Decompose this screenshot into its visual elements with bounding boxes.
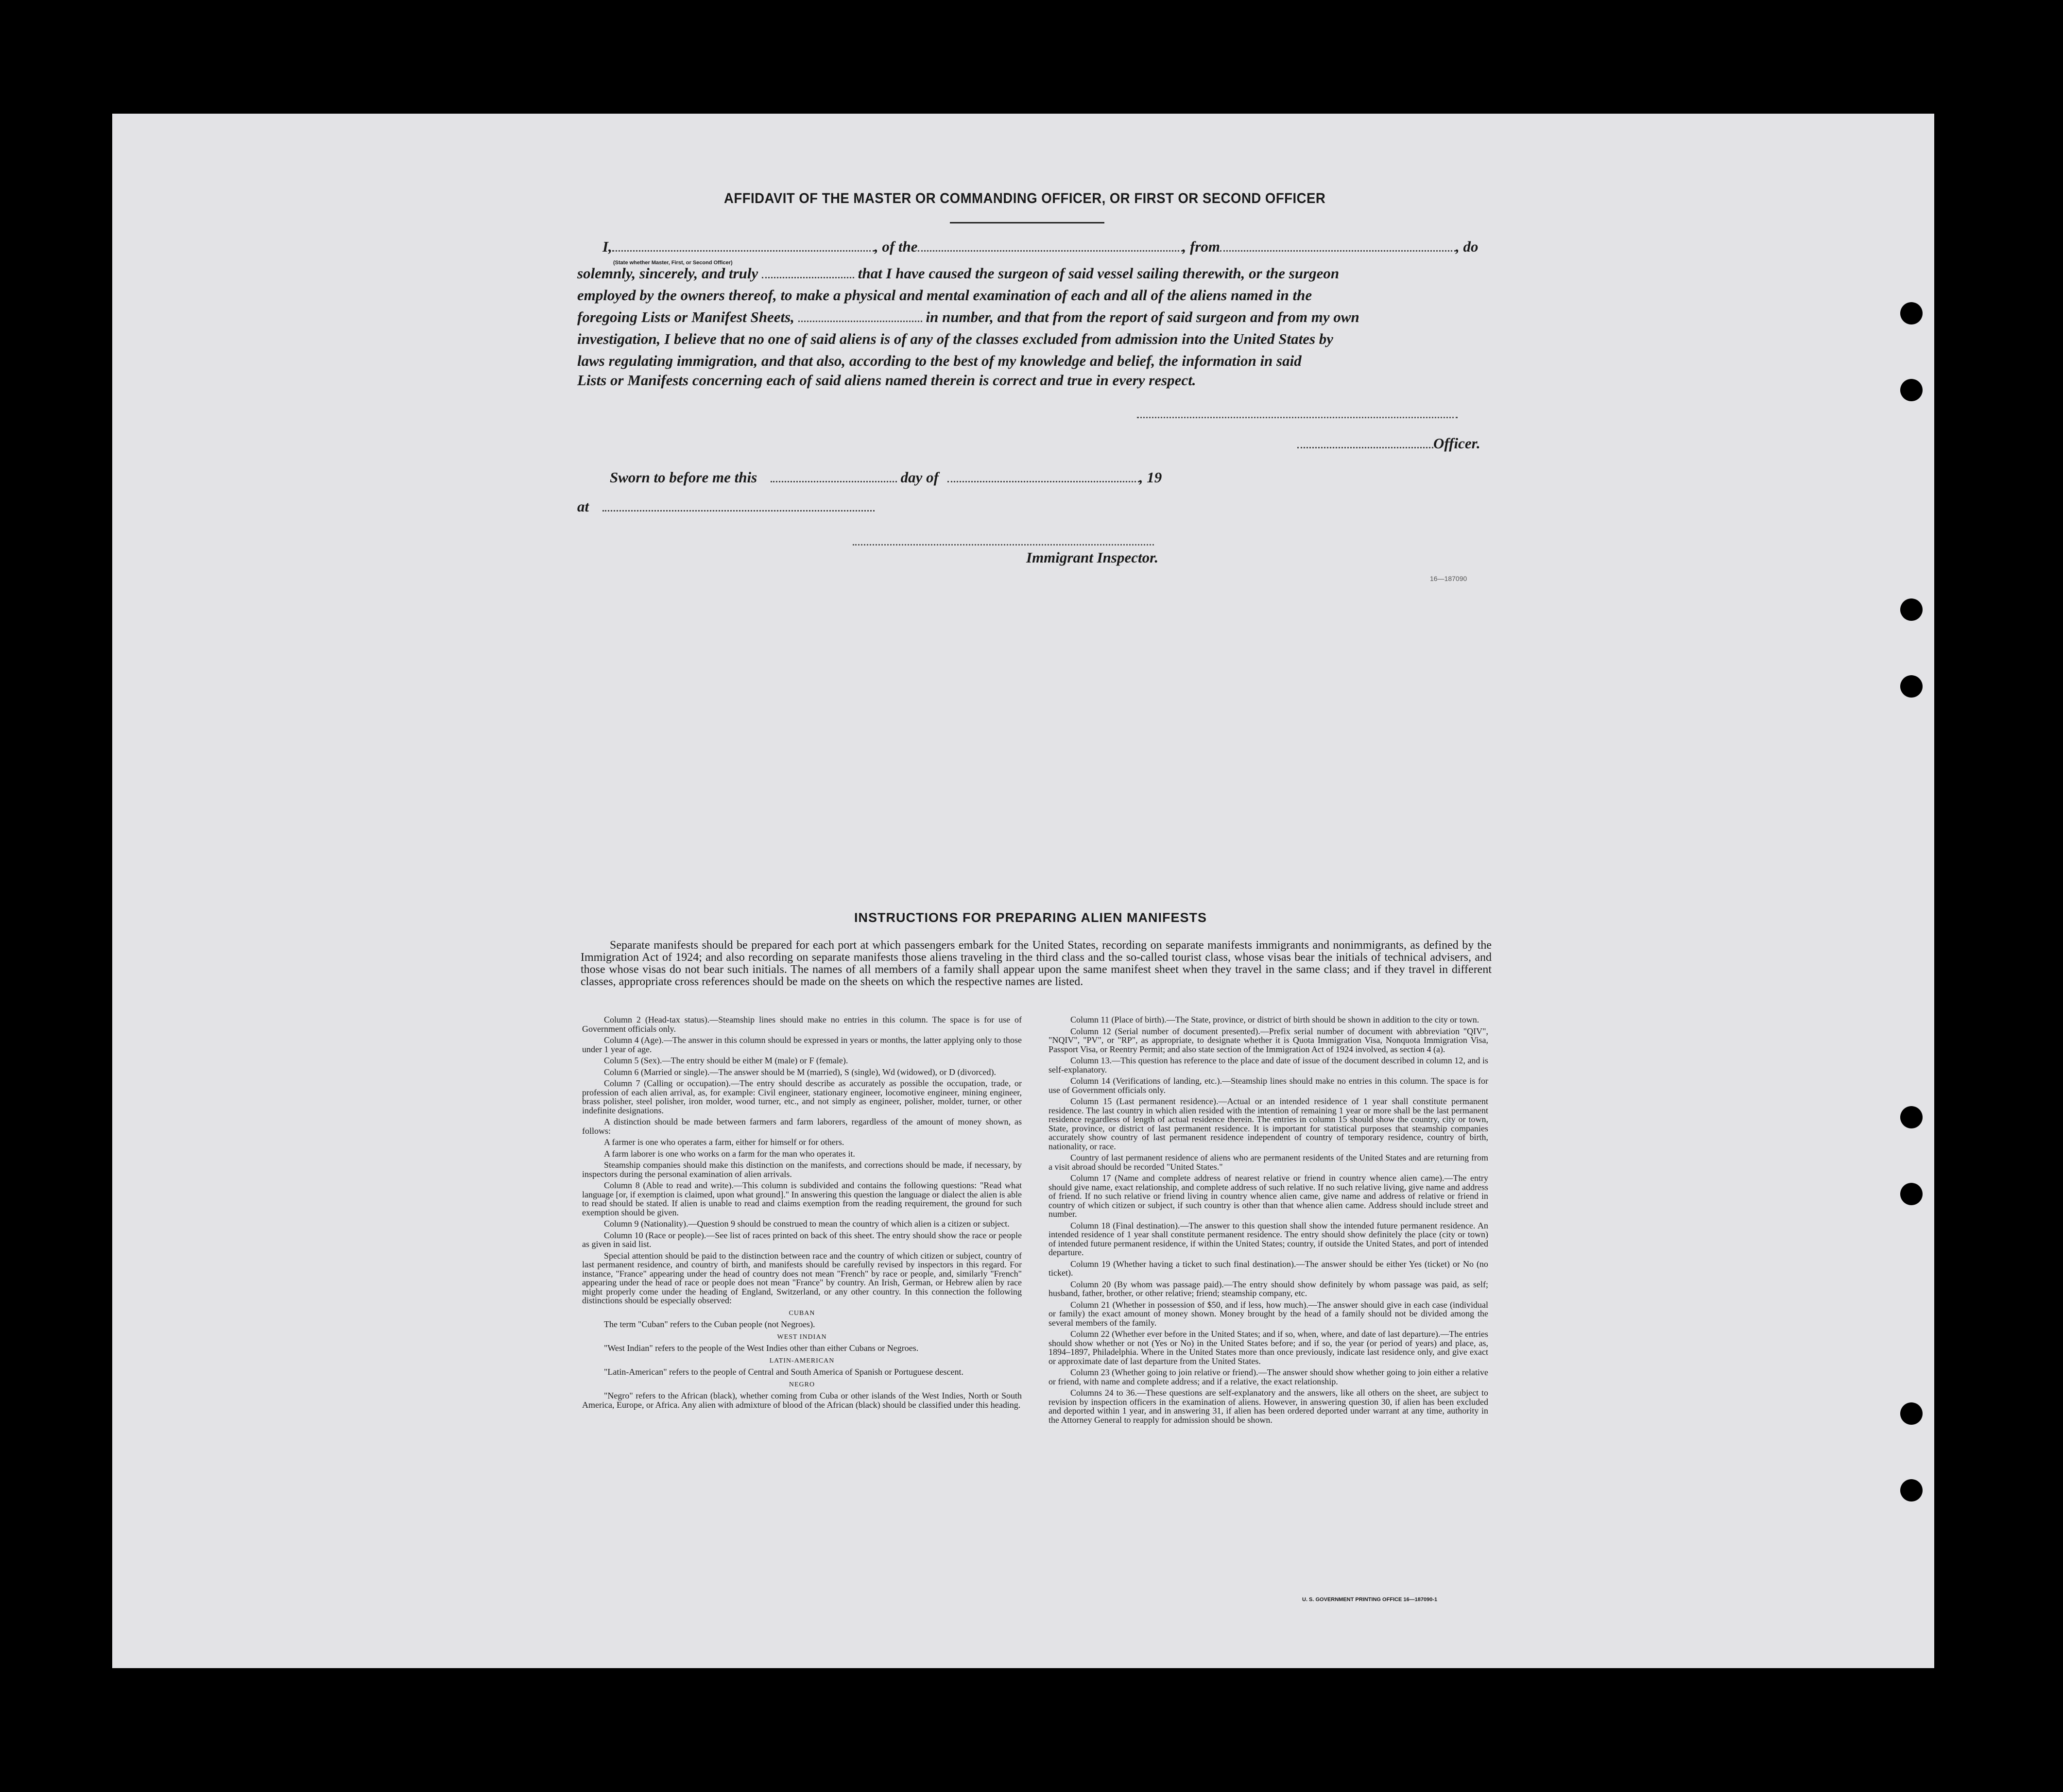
sworn-month-blank[interactable] [947, 471, 1139, 482]
text-foregoing: foregoing Lists or Manifest Sheets, [577, 308, 794, 325]
paragraph: Column 20 (By whom was passage paid).—The entry should show definitely by whom passage was paid, as self; husband, father, brother, or other relative; friend; steamship company, etc. [1049, 1279, 1488, 1298]
affidavit-line-3: employed by the owners thereof, to make a physical and mental examination of each and all of the aliens named in the [577, 287, 1312, 304]
at-text: at [577, 498, 589, 515]
paragraph: Column 6 (Married or single).—The answer should be M (married), S (single), Wd (widowed), or D (divorced). [604, 1067, 996, 1077]
text-i: I, [602, 238, 612, 255]
paragraph: Column 17 (Name and complete address of nearest relative or friend in country whence alien came).—The entry should give name, exact relationship, and complete address of such relative. If no such relative living, give name and address of friend. If no such relative or friend living in country whence alien came, give name and address of relative or friend in country of which citizen or subject, if such country is other than that whence alien came. Address should include street and number. [1049, 1173, 1488, 1219]
at-line [577, 498, 875, 515]
paragraph: "West Indian" refers to the people of the West Indies other than either Cubans or Negroes. [604, 1343, 919, 1353]
paragraph: Column 5 (Sex).—The entry should be either M (male) or F (female). [604, 1056, 848, 1065]
day-of-text: day of [900, 469, 939, 486]
paragraph: Column 13.—This question has reference to the place and date of issue of the document described in column 12, and is self-explanatory. [1049, 1056, 1488, 1075]
affidavit-line-6: laws regulating immigration, and that also, according to the best of my knowledge and belief, the information in said [577, 352, 1302, 369]
instructions-title: INSTRUCTIONS FOR PREPARING ALIEN MANIFESTS [854, 910, 1207, 925]
binder-hole [1900, 379, 1923, 401]
paragraph: Column 15 (Last permanent residence).—Actual or an intended residence of 1 year shall constitute permanent residence. The last country in which alien resided with the intention of remaining 1 year or more shall be the last permanent residence regardless of length of actual residence therein. The entries in column 15 should show the country, city or town, State, province, or district of last permanent residence. It is important for statistical purposes that steamship companies accurately show country of last permanent residence independent of country of temporary residence, country of birth, nationality, or race. [1049, 1096, 1488, 1151]
paragraph: A distinction should be made between farmers and farm laborers, regardless of the amount of money shown, as follows: [582, 1117, 1022, 1136]
heading-negro: NEGRO [789, 1381, 815, 1388]
paragraph: Steamship companies should make this distinction on the manifests, and corrections should be made, if necessary, by inspectors during the personal examination of alien arrivals. [582, 1160, 1022, 1179]
affidavit-line-1 [602, 238, 1478, 256]
paragraph: Column 11 (Place of birth).—The State, province, or district of birth should be shown in addition to the city or town. [1070, 1015, 1479, 1024]
instructions-left-column [582, 1015, 1022, 1412]
paragraph: "Latin-American" refers to the people of Central and South America of Spanish or Portuguese descent. [604, 1367, 963, 1377]
year-text: , 19 [1139, 469, 1162, 486]
affidavit-title: AFFIDAVIT OF THE MASTER OR COMMANDING OFFICER, OR FIRST OR SECOND OFFICER [724, 190, 1326, 206]
text-surgeon: that I have caused the surgeon of said vessel sailing therewith, or the surgeon [858, 265, 1340, 282]
binder-hole [1900, 1106, 1923, 1128]
departure-port-blank[interactable] [1220, 240, 1456, 252]
paragraph: Column 4 (Age).—The answer in this column should be expressed in years or months, the latter applying only to those under 1 year of age. [582, 1035, 1022, 1054]
sworn-line [610, 469, 1162, 486]
title-underline [950, 222, 1104, 223]
binder-hole [1900, 675, 1923, 698]
paragraph: Column 8 (Able to read and write).—This column is subdivided and contains the following questions: "Read what language [or, if exemption is claimed, upon what ground]." In answering this question the language or dialect the alien is able to read should be stated. If alien is unable to read and claims exemption from the reading requirement, the ground for such exemption should be given. [582, 1180, 1022, 1217]
affidavit-line-5: investigation, I believe that no one of said aliens is of any of the classes excluded from admission into the United States by [577, 330, 1334, 347]
location-blank[interactable] [602, 500, 875, 512]
sworn-day-blank[interactable] [771, 471, 897, 482]
paragraph: Country of last permanent residence of aliens who are permanent residents of the United States and are returning from a visit abroad should be recorded "United States." [1049, 1153, 1488, 1172]
officer-rank-blank[interactable] [612, 240, 875, 252]
paragraph: Special attention should be paid to the distinction between race and the country of which citizen or subject, country of last permanent residence, and country of birth, and manifests should be carefully revised by inspectors in this regard. For instance, "France" appearing under the head of country does not mean "French" by race or people, and, similarly "French" appearing under the head of race or people does not mean "France" by country. An Irish, German, or Hebrew alien by race might properly come under the heading of England, Switzerland, or any other country. In this connection the following distinctions should be especially observed: [582, 1250, 1022, 1305]
paragraph: Columns 24 to 36.—These questions are self-explanatory and the answers, like all others on the sheet, are subject to revision by inspection officers in the examination of aliens. However, in answering question 30, if alien has been excluded and deported within 1 year, and in answering 31, if alien has been ordered deported under warrant at any time, authority in the Attorney General to reapply for admission should be shown. [1049, 1388, 1488, 1425]
oath-blank[interactable] [762, 267, 854, 278]
affidavit-line-4 [577, 308, 1359, 326]
paragraph: Column 10 (Race or people).—See list of races printed on back of this sheet. The entry should show the race or people as given in said list. [582, 1230, 1022, 1249]
officer-label: Officer. [1433, 435, 1480, 452]
text-from: , from [1182, 238, 1221, 255]
paragraph: A farm laborer is one who works on a farm for the man who operates it. [604, 1148, 855, 1159]
paragraph: Column 18 (Final destination).—The answer to this question shall show the intended future permanent residence. An intended residence of 1 year shall constitute permanent residence. The entry should show definitely the place (city or town) of intended future permanent residence, if within the United States; country, if outside the United States, and port of intended departure. [1049, 1220, 1488, 1257]
binder-hole [1900, 1183, 1923, 1205]
binder-hole [1900, 1479, 1923, 1502]
sworn-text: Sworn to before me this [610, 469, 757, 486]
paragraph: Column 12 (Serial number of document presented).—Prefix serial number of document with abbreviation "QIV", "NQIV", "PV", or "RP", as appropriate, to designate whether it is Quota Immigration Visa, Nonquota Immigration Visa, Passport Visa, or Reentry Permit; and also state section of the Immigration Act of 1924 involved, as section 4 (a). [1049, 1026, 1488, 1054]
paragraph: A farmer is one who operates a farm, either for himself or for others. [604, 1137, 844, 1147]
heading-west-indian: WEST INDIAN [777, 1333, 827, 1341]
printing-office-footer: U. S. GOVERNMENT PRINTING OFFICE 16—187090-1 [1302, 1597, 1438, 1603]
binder-hole [1900, 1402, 1923, 1425]
officer-signature [1297, 435, 1480, 452]
text-of-the: , of the [874, 238, 918, 255]
vessel-name-blank[interactable] [918, 240, 1183, 252]
paragraph: Column 22 (Whether ever before in the United States; and if so, when, where, and date of last departure).—The entries should show whether or not (Yes or No) in the United States before; and if so, the year (or period of years) and place, as, 1894–1897, Philadelphia. Where in the United States more than once previously, indicate last residence only, and give exact or approximate date of last departure from the United States. [1049, 1329, 1488, 1366]
text-in-number: in number, and that from the report of said surgeon and from my own [926, 308, 1359, 325]
affidavit-line-7: Lists or Manifests concerning each of said aliens named therein is correct and true in every respect. [577, 372, 1196, 389]
paragraph: Column 9 (Nationality).—Question 9 should be construed to mean the country of which alien is a citizen or subject. [604, 1219, 1010, 1229]
paragraph: Column 14 (Verifications of landing, etc.).—Steamship lines should make no entries in this column. The space is for use of Government officials only. [1049, 1076, 1488, 1095]
instructions-intro: Separate manifests should be prepared for each port at which passengers embark for the United States, recording on separate manifests immigrants and nonimmigrants, as defined by the Immigration Act of 1924; and also recording on separate manifests those aliens traveling in the third class and the so-called tourist class, whose visas bear the initials of technical advisers, and those whose visas do not bear such initials. The names of all members of a family shall appear upon the same manifest sheet when they travel in the same class; and if they travel in different classes, appropriate cross references should be made on the sheets on which the respective names are listed. [581, 939, 1492, 988]
paragraph: Column 2 (Head-tax status).—Steamship lines should make no entries in this column. The space is for use of Government officials only. [582, 1015, 1022, 1034]
paragraph: The term "Cuban" refers to the Cuban people (not Negroes). [604, 1319, 815, 1329]
binder-hole [1900, 598, 1923, 621]
binder-hole [1900, 302, 1923, 324]
text-solemnly: solemnly, sincerely, and truly [577, 265, 758, 282]
paragraph: Column 23 (Whether going to join relative or friend).—The answer should show whether going to join either a relative or friend, with name and complete address; and if a relative, the exact relationship. [1049, 1367, 1488, 1386]
inspector-label: Immigrant Inspector. [1026, 549, 1159, 566]
heading-cuban: CUBAN [789, 1309, 815, 1317]
paragraph: Column 21 (Whether in possession of $50, and if less, how much).—The answer should give in each case (individual or family) the exact amount of money shown. Money brought by the head of a family should not be divided among the several members of the family. [1049, 1299, 1488, 1328]
number-blank[interactable] [798, 311, 922, 322]
form-code: 16—187090 [1430, 575, 1467, 582]
rank-note: (State whether Master, First, or Second Officer) [613, 260, 733, 266]
text-do: , do [1456, 238, 1478, 255]
paragraph: "Negro" refers to the African (black), whether coming from Cuba or other islands of the West Indies, North or South America, Europe, or Africa. Any alien with admixture of blood of the African (black) should be classified under this heading. [582, 1391, 1022, 1410]
inspector-signature-line[interactable] [853, 544, 1154, 546]
affidavit-line-2 [577, 265, 1339, 282]
instructions-right-column [1049, 1015, 1488, 1427]
officer-signature-blank[interactable] [1297, 437, 1433, 448]
paragraph: Column 7 (Calling or occupation).—The entry should describe as accurately as possible the occupation, trade, or profession of each alien arrival, as, for example: Civil engineer, stationary engineer, locomotive engineer, mining engineer, brass polisher, steel polisher, iron molder, wood turner, etc., and not simply as engineer, polisher, molder, turner, or other indefinite designations. [582, 1078, 1022, 1115]
signature-line[interactable] [1137, 417, 1458, 418]
heading-latin-american: LATIN-AMERICAN [769, 1357, 835, 1365]
paragraph: Column 19 (Whether having a ticket to such final destination).—The answer should be either Yes (ticket) or No (no ticket). [1049, 1259, 1488, 1278]
